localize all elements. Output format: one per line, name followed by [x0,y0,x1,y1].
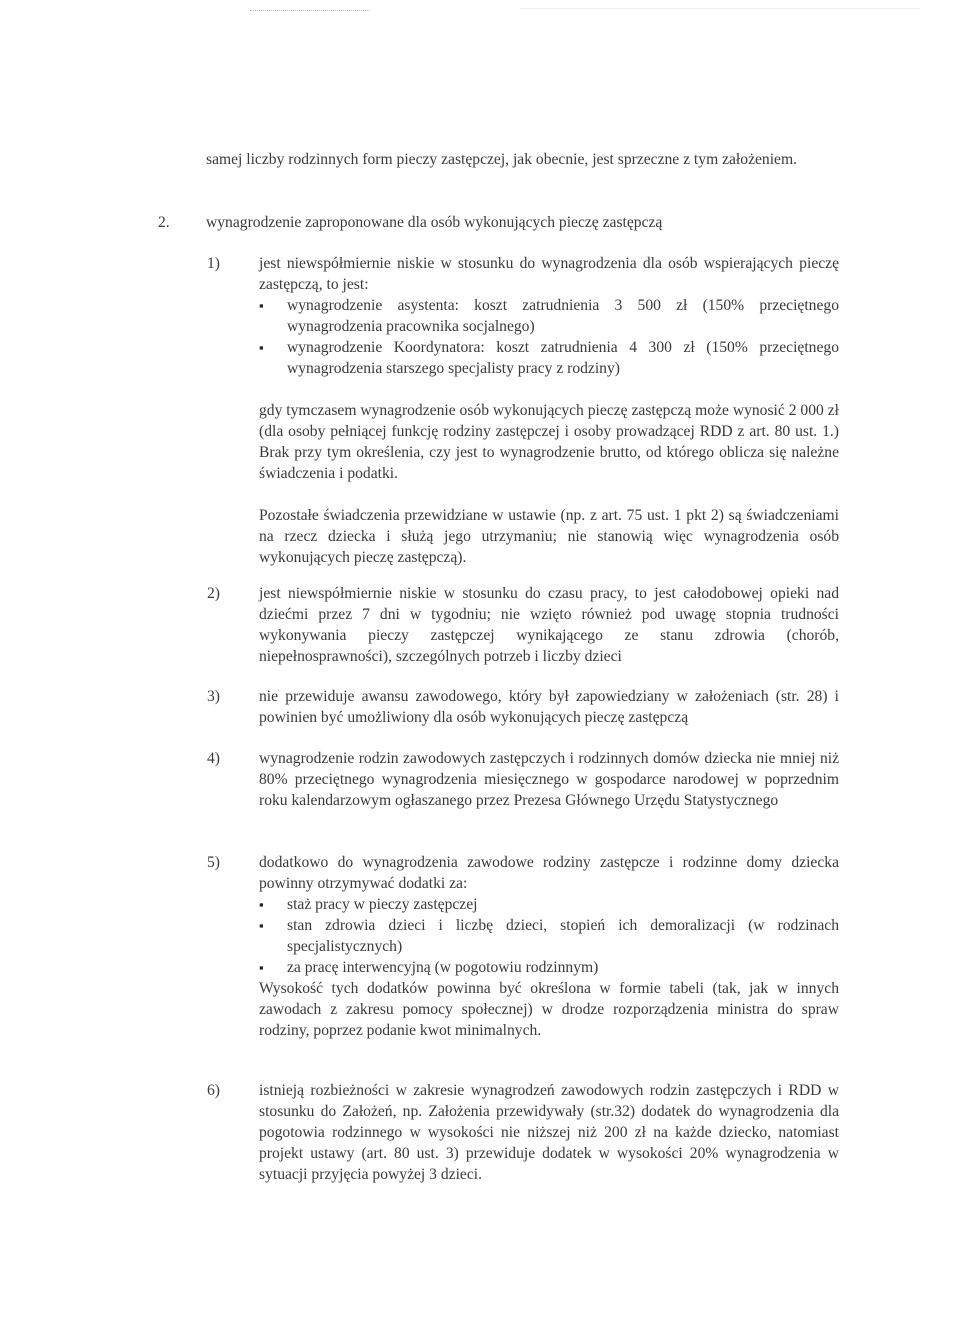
bullet-item: ▪ stan zdrowia dzieci i liczbę dzieci, stopień ich demoralizacji (w rodzinach specjalistycznych) [259,915,839,957]
item-number: 1) [207,255,220,272]
scan-artifact [250,10,370,17]
item-number: 4) [207,750,220,767]
item-text: istnieją rozbieżności w zakresie wynagrodzeń zawodowych rodzin zastępczych i RDD w stosunku do Założeń, np. Założenia przewidywały (str.32) dodatek do wynagrodzenia dla pogotowia rodzinnego w wysokości nie niższej niż 200 zł na każde dziecko, natomiast projekt ustawy (art. 80 ust. 3) przewiduje dodatek w wysokości 20% wynagrodzenia w sytuacji przyjęcia powyżej 3 dzieci. [259,1082,839,1183]
item-paragraph: Pozostałe świadczenia przewidziane w ustawie (np. z art. 75 ust. 1 pkt 2) są świadczeniami na rzecz dziecka i służą jego utrzymaniu; nie stanowią więc wynagrodzenia osób wykonujących pieczę zastępczą). [259,507,839,566]
bullet-item: ▪ wynagrodzenie Koordynatora: koszt zatrudnienia 4 300 zł (150% przeciętnego wynagrodzenia starszego specjalisty pracy z rodziny) [259,337,839,379]
bullet-list [259,295,839,379]
bullet-item: ▪ za pracę interwencyjną (w pogotowiu rodzinnym) [259,957,839,978]
item-text: jest niewspółmiernie niskie w stosunku do czasu pracy, to jest całodobowej opieki nad dziećmi przez 7 dni w tygodniu; nie wzięto również pod uwagę stopnia trudności wykonywania pieczy zastępczej wynikającego ze stanu zdrowia (chorób, niepełnosprawności), szczególnych potrzeb i liczby dzieci [259,585,839,665]
item-number: 2) [207,585,220,602]
item-text: nie przewiduje awansu zawodowego, który był zapowiedziany w założeniach (str. 28) i powinien być umożliwiony dla osób wykonujących pieczę zastępczą [259,688,839,726]
item-number: 6) [207,1082,220,1099]
item-paragraph: gdy tymczasem wynagrodzenie osób wykonujących pieczę zastępczą może wynosić 2 000 zł (dla osoby pełniącej funkcję rodziny zastępczej i osoby prowadzącej RDD z art. 80 ust. 1.) Brak przy tym określenia, czy jest to wynagrodzenie brutto, od którego oblicza się należne świadczenia i podatki. [259,402,839,482]
item-lead: jest niewspółmiernie niskie w stosunku do wynagrodzenia dla osób wspierających pieczę zastępczą, to jest: [259,255,839,293]
item-number: 3) [207,688,220,705]
item-body [259,253,839,568]
section-number: 2. [158,214,170,231]
bullet-item: ▪ wynagrodzenie asystenta: koszt zatrudnienia 3 500 zł (150% przeciętnego wynagrodzenia pracownika socjalnego) [259,295,839,337]
item-tail: Wysokość tych dodatków powinna być określona w formie tabeli (tak, jak w innych zawodach z zakresu pomocy społecznej) w drodze rozporządzenia ministra do spraw rodziny, poprzez podanie kwot minimalnych. [259,980,839,1039]
intro-paragraph: samej liczby rodzinnych form pieczy zastępczej, jak obecnie, jest sprzeczne z tym założeniem. [206,151,797,168]
section-title: wynagrodzenie zaproponowane dla osób wykonujących pieczę zastępczą [206,214,663,231]
bullet-list [259,894,839,978]
scan-artifact-line [520,8,920,9]
bullet-item: ▪ staż pracy w pieczy zastępczej [259,894,839,915]
item-number: 5) [207,854,220,871]
item-lead: dodatkowo do wynagrodzenia zawodowe rodziny zastępcze i rodzinne domy dziecka powinny otrzymywać dodatki za: [259,854,839,892]
item-text: wynagrodzenie rodzin zawodowych zastępczych i rodzinnych domów dziecka nie mniej niż 80% przeciętnego wynagrodzenia miesięcznego w gospodarce narodowej w poprzednim roku kalendarzowym ogłaszanego przez Prezesa Głównego Urzędu Statystycznego [259,750,839,809]
item-body [259,852,839,1041]
